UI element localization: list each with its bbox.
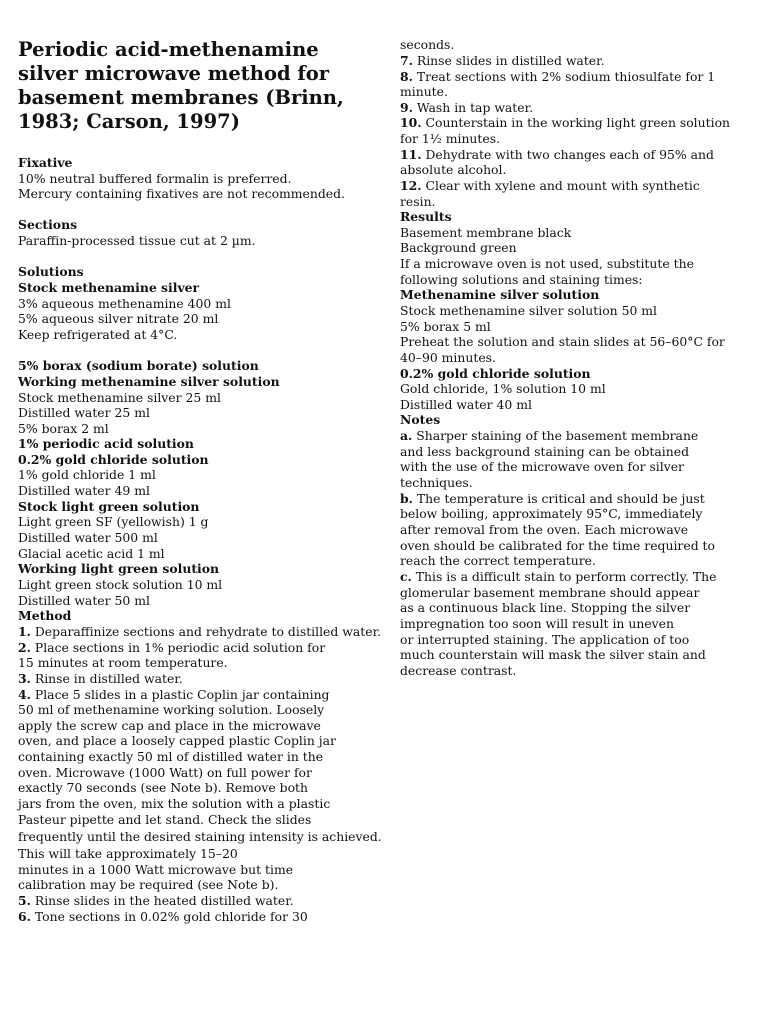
text-line: minutes in a 1000 Watt microwave but time	[18, 862, 294, 877]
text-line: 10% neutral buffered formalin is preferred.	[18, 171, 292, 186]
section-heading: Results	[400, 209, 452, 224]
text-line: Glacial acetic acid 1 ml	[18, 546, 165, 561]
text-line: minute.	[400, 84, 448, 99]
step-number: 12.	[400, 178, 422, 193]
text-line: glomerular basement membrane should appear	[400, 585, 700, 600]
step-number: 7.	[400, 53, 413, 68]
text-line: much counterstain will mask the silver stain and	[400, 647, 706, 662]
step-line	[18, 624, 381, 640]
text-line: 3% aqueous methenamine 400 ml	[18, 296, 231, 311]
step-line	[18, 671, 183, 687]
step-text: Place 5 slides in a plastic Coplin jar containing	[30, 687, 330, 702]
step-line	[400, 100, 533, 116]
step-number: 4.	[18, 687, 31, 702]
step-text: Dehydrate with two changes each of 95% and	[421, 147, 714, 162]
text-line: calibration may be required (see Note b).	[18, 877, 279, 892]
text-line: as a continuous black line. Stopping the silver	[400, 600, 691, 615]
text-line: techniques.	[400, 475, 473, 490]
step-number: 10.	[400, 115, 422, 130]
step-text: Wash in tap water.	[412, 100, 534, 115]
text-line: 50 ml of methenamine working solution. Loosely	[18, 702, 325, 717]
step-text: Rinse in distilled water.	[30, 671, 183, 686]
section-heading: Stock light green solution	[18, 499, 200, 514]
section-heading: Working methenamine silver solution	[18, 374, 280, 389]
step-line	[18, 687, 329, 703]
section-heading: 5% borax (sodium borate) solution	[18, 358, 259, 373]
text-line: This will take approximately 15–20	[18, 846, 238, 861]
section-heading: Solutions	[18, 264, 84, 279]
text-line: Distilled water 40 ml	[400, 397, 532, 412]
step-line	[400, 147, 714, 163]
text-line: below boiling, approximately 95°C, immediately	[400, 506, 703, 521]
text-line: apply the screw cap and place in the microwave	[18, 718, 321, 733]
step-text: Tone sections in 0.02% gold chloride for 30	[30, 909, 308, 924]
section-heading: 0.2% gold chloride solution	[18, 452, 209, 467]
step-number: c.	[400, 569, 412, 584]
step-text: This is a difficult stain to perform correctly. The	[411, 569, 717, 584]
text-line: after removal from the oven. Each microwave	[400, 522, 689, 537]
text-line: jars from the oven, mix the solution with a plastic	[18, 796, 331, 811]
section-heading: Methenamine silver solution	[400, 287, 600, 302]
text-line: absolute alcohol.	[400, 162, 507, 177]
step-text: Place sections in 1% periodic acid solution for	[30, 640, 326, 655]
step-text: Rinse slides in distilled water.	[412, 53, 605, 68]
text-line: seconds.	[400, 37, 455, 52]
text-line: Background green	[400, 240, 517, 255]
section-heading: Fixative	[18, 155, 73, 170]
step-text: The temperature is critical and should be just	[412, 491, 705, 506]
text-line: Preheat the solution and stain slides at 56–60°C for	[400, 334, 725, 349]
text-line: Paraffin-processed tissue cut at 2 µm.	[18, 233, 256, 248]
text-line: Mercury containing fixatives are not recommended.	[18, 186, 345, 201]
text-line: containing exactly 50 ml of distilled water in the	[18, 749, 324, 764]
step-text: Rinse slides in the heated distilled water.	[30, 893, 294, 908]
text-line: with the use of the microwave oven for silver	[400, 459, 684, 474]
text-line: Distilled water 49 ml	[18, 483, 150, 498]
text-line: 5% borax 2 ml	[18, 421, 109, 436]
text-line: Stock methenamine silver solution 50 ml	[400, 303, 657, 318]
step-line	[400, 491, 705, 507]
text-line: following solutions and staining times:	[400, 272, 643, 287]
text-line: 5% borax 5 ml	[400, 319, 491, 334]
step-text: Treat sections with 2% sodium thiosulfate for 1	[412, 69, 716, 84]
section-heading: Working light green solution	[18, 561, 220, 576]
section-heading: Stock methenamine silver	[18, 280, 200, 295]
section-heading: Sections	[18, 217, 78, 232]
step-line	[400, 428, 698, 444]
step-text: Counterstain in the working light green solution	[421, 115, 731, 130]
text-line: Light green stock solution 10 ml	[18, 577, 223, 592]
text-line: Gold chloride, 1% solution 10 ml	[400, 381, 606, 396]
step-text: Clear with xylene and mount with synthetic	[421, 178, 700, 193]
text-line: decrease contrast.	[400, 663, 517, 678]
page-title: Periodic acid-methenamine silver microwave method for basement membranes (Brinn, 1983; Carson, 1997)	[18, 38, 344, 133]
text-line: and less background staining can be obtained	[400, 444, 689, 459]
step-number: 6.	[18, 909, 31, 924]
step-number: 1.	[18, 624, 31, 639]
step-text: Deparaffinize sections and rehydrate to distilled water.	[30, 624, 382, 639]
step-line	[18, 893, 294, 909]
text-line: frequently until the desired staining intensity is achieved.	[18, 829, 382, 844]
step-line	[400, 53, 605, 69]
step-number: 11.	[400, 147, 422, 162]
step-number: b.	[400, 491, 413, 506]
text-line: oven, and place a loosely capped plastic Coplin jar	[18, 733, 336, 748]
text-line: 15 minutes at room temperature.	[18, 655, 228, 670]
section-heading: 0.2% gold chloride solution	[400, 366, 591, 381]
step-line	[18, 640, 325, 656]
step-number: 9.	[400, 100, 413, 115]
text-line: Pasteur pipette and let stand. Check the slides	[18, 812, 312, 827]
text-line: 1% gold chloride 1 ml	[18, 467, 156, 482]
section-heading: 1% periodic acid solution	[18, 436, 194, 451]
text-line: or interrupted staining. The application of too	[400, 632, 690, 647]
text-line: impregnation too soon will result in uneven	[400, 616, 674, 631]
text-line: Distilled water 25 ml	[18, 405, 150, 420]
section-heading: Notes	[400, 412, 441, 427]
step-line	[400, 178, 700, 194]
step-line	[400, 115, 730, 131]
step-line	[400, 69, 715, 85]
text-line: Distilled water 50 ml	[18, 593, 150, 608]
step-line	[400, 569, 716, 585]
text-line: 5% aqueous silver nitrate 20 ml	[18, 311, 219, 326]
text-line: for 1½ minutes.	[400, 131, 501, 146]
text-line: Light green SF (yellowish) 1 g	[18, 514, 209, 529]
text-line: Stock methenamine silver 25 ml	[18, 390, 221, 405]
text-line: Keep refrigerated at 4°C.	[18, 327, 178, 342]
step-number: 5.	[18, 893, 31, 908]
text-line: 40–90 minutes.	[400, 350, 496, 365]
text-line: Basement membrane black	[400, 225, 572, 240]
text-line: resin.	[400, 194, 436, 209]
step-number: 2.	[18, 640, 31, 655]
text-line: If a microwave oven is not used, substitute the	[400, 256, 694, 271]
text-line: reach the correct temperature.	[400, 553, 596, 568]
step-number: a.	[400, 428, 413, 443]
text-line: exactly 70 seconds (see Note b). Remove both	[18, 780, 309, 795]
text-line: oven. Microwave (1000 Watt) on full power for	[18, 765, 312, 780]
text-line: oven should be calibrated for the time required to	[400, 538, 715, 553]
text-line: Distilled water 500 ml	[18, 530, 158, 545]
step-number: 3.	[18, 671, 31, 686]
step-text: Sharper staining of the basement membrane	[412, 428, 699, 443]
step-line	[18, 909, 308, 925]
section-heading: Method	[18, 608, 72, 623]
step-number: 8.	[400, 69, 413, 84]
